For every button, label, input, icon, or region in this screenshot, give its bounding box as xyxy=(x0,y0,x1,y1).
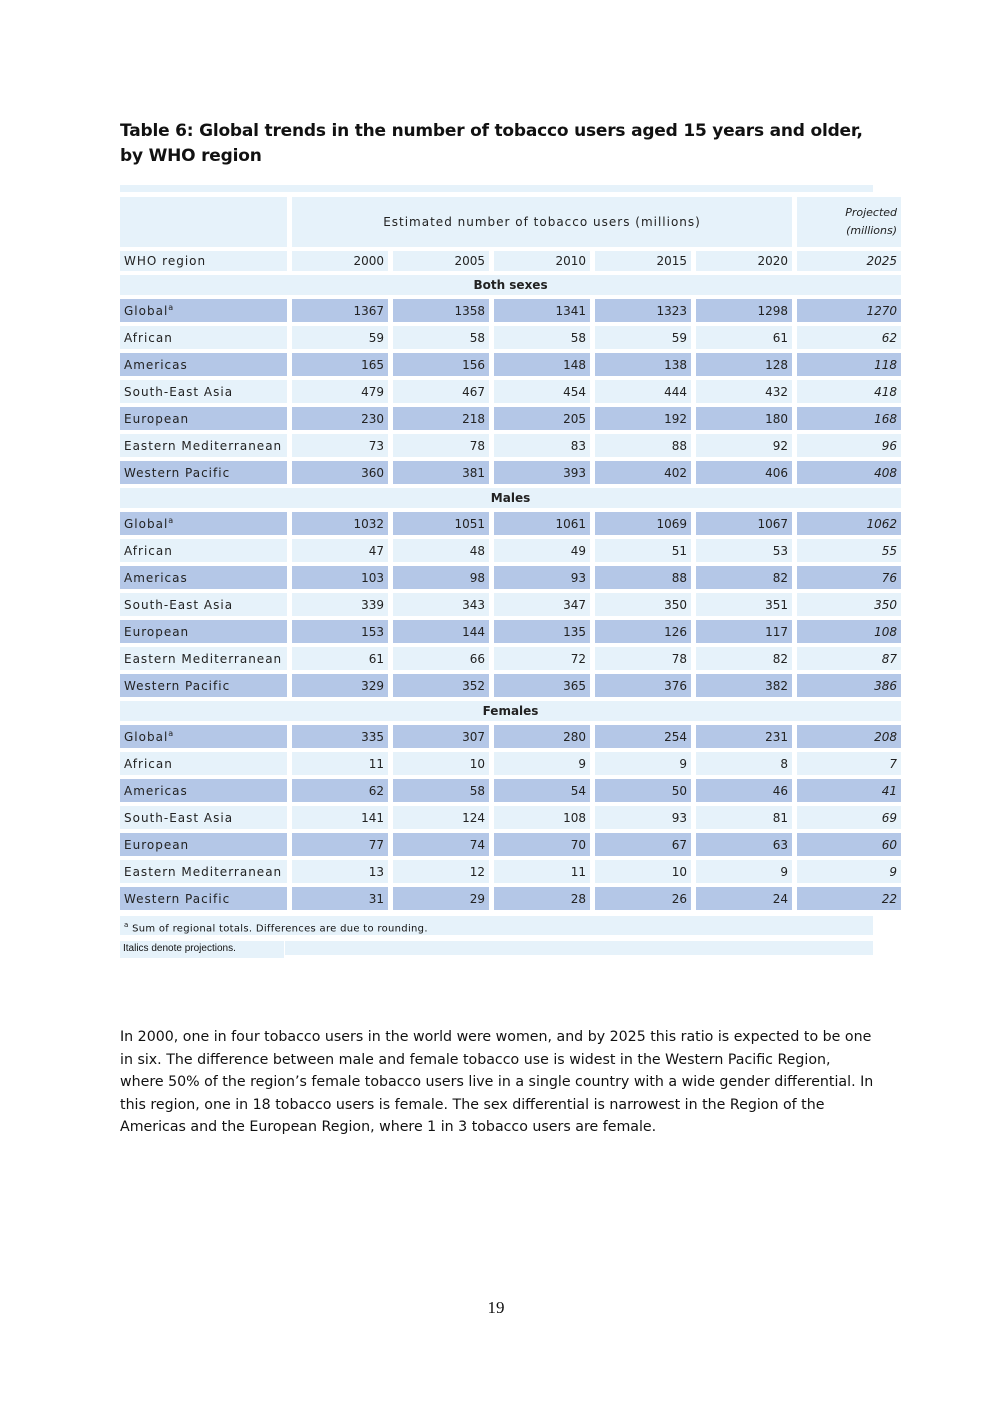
region-cell xyxy=(120,620,287,643)
section-header: Both sexes xyxy=(120,275,901,295)
value-cell: 350 xyxy=(595,593,691,616)
value-cell: 1061 xyxy=(494,512,590,535)
region-label: African xyxy=(124,543,173,558)
value-cell: 467 xyxy=(393,380,489,403)
value-cell: 59 xyxy=(595,326,691,349)
header-year-2010: 2010 xyxy=(494,251,590,271)
footnote xyxy=(120,916,873,935)
region-label: European xyxy=(124,837,190,852)
projected-cell: 69 xyxy=(797,806,901,829)
projected-cell: 1270 xyxy=(797,299,901,322)
region-cell xyxy=(120,725,287,748)
region-label: Global xyxy=(124,730,169,744)
region-cell xyxy=(120,512,287,535)
region-label: African xyxy=(124,330,173,345)
region-cell xyxy=(120,752,287,775)
table-row xyxy=(120,593,901,616)
value-cell: 58 xyxy=(494,326,590,349)
value-cell: 124 xyxy=(393,806,489,829)
region-cell xyxy=(120,353,287,376)
value-cell: 382 xyxy=(696,674,792,697)
body-paragraph: In 2000, one in four tobacco users in the world were women, and by 2025 this ratio is expected to be one in six. The difference between male and female tobacco use is widest in the Western Pacific Region, where 50% of the region’s female tobacco users live in a single country with a wide gender differential. In this region, one in 18 tobacco users is female. The sex differential is narrowest in the Region of the Americas and the European Region, where 1 in 3 tobacco users are female. xyxy=(120,1029,874,1135)
value-cell: 1341 xyxy=(494,299,590,322)
value-cell: 141 xyxy=(292,806,388,829)
table-row xyxy=(120,752,901,775)
region-label: Americas xyxy=(124,783,188,798)
footnote-italics xyxy=(120,941,873,958)
value-cell: 62 xyxy=(292,779,388,802)
value-cell: 58 xyxy=(393,326,489,349)
header-projected xyxy=(797,197,901,247)
footnote-text: Sum of regional totals. Differences are due to rounding. xyxy=(132,923,428,935)
value-cell: 205 xyxy=(494,407,590,430)
value-cell: 148 xyxy=(494,353,590,376)
value-cell: 83 xyxy=(494,434,590,457)
value-cell: 402 xyxy=(595,461,691,484)
value-cell: 74 xyxy=(393,833,489,856)
value-cell: 144 xyxy=(393,620,489,643)
projected-cell: 350 xyxy=(797,593,901,616)
table-row xyxy=(120,434,901,457)
region-label: Americas xyxy=(124,357,188,372)
value-cell: 26 xyxy=(595,887,691,910)
footnote-sup: a xyxy=(124,921,129,929)
value-cell: 343 xyxy=(393,593,489,616)
header-projected-line2: (millions) xyxy=(846,224,898,237)
value-cell: 93 xyxy=(494,566,590,589)
value-cell: 70 xyxy=(494,833,590,856)
value-cell: 339 xyxy=(292,593,388,616)
value-cell: 352 xyxy=(393,674,489,697)
region-cell xyxy=(120,380,287,403)
region-cell xyxy=(120,299,287,322)
table-row xyxy=(120,833,901,856)
value-cell: 11 xyxy=(292,752,388,775)
value-cell: 51 xyxy=(595,539,691,562)
table-row xyxy=(120,725,901,748)
projected-cell: 7 xyxy=(797,752,901,775)
value-cell: 254 xyxy=(595,725,691,748)
value-cell: 54 xyxy=(494,779,590,802)
region-cell xyxy=(120,434,287,457)
table-row xyxy=(120,380,901,403)
table-row xyxy=(120,860,901,883)
region-cell xyxy=(120,806,287,829)
region-label: Eastern Mediterranean xyxy=(124,438,283,453)
value-cell: 335 xyxy=(292,725,388,748)
value-cell: 53 xyxy=(696,539,792,562)
value-cell: 11 xyxy=(494,860,590,883)
value-cell: 61 xyxy=(696,326,792,349)
projected-cell: 118 xyxy=(797,353,901,376)
value-cell: 444 xyxy=(595,380,691,403)
value-cell: 8 xyxy=(696,752,792,775)
region-label: Global xyxy=(124,304,169,318)
value-cell: 47 xyxy=(292,539,388,562)
value-cell: 347 xyxy=(494,593,590,616)
value-cell: 92 xyxy=(696,434,792,457)
value-cell: 88 xyxy=(595,434,691,457)
value-cell: 307 xyxy=(393,725,489,748)
region-label: Americas xyxy=(124,570,188,585)
value-cell: 381 xyxy=(393,461,489,484)
value-cell: 432 xyxy=(696,380,792,403)
value-cell: 1323 xyxy=(595,299,691,322)
value-cell: 454 xyxy=(494,380,590,403)
projected-cell: 408 xyxy=(797,461,901,484)
projected-cell: 108 xyxy=(797,620,901,643)
table-row xyxy=(120,647,901,670)
value-cell: 61 xyxy=(292,647,388,670)
value-cell: 135 xyxy=(494,620,590,643)
value-cell: 31 xyxy=(292,887,388,910)
footnote-italics-text: Italics denote projections. xyxy=(120,941,284,958)
value-cell: 98 xyxy=(393,566,489,589)
region-label: South-East Asia xyxy=(124,384,234,399)
region-cell xyxy=(120,407,287,430)
table-row xyxy=(120,461,901,484)
projected-cell: 1062 xyxy=(797,512,901,535)
region-cell xyxy=(120,539,287,562)
region-cell xyxy=(120,593,287,616)
value-cell: 280 xyxy=(494,725,590,748)
header-year-2005: 2005 xyxy=(393,251,489,271)
footnote-marker: a xyxy=(168,303,175,312)
region-cell xyxy=(120,779,287,802)
footnote-italics-band xyxy=(285,941,873,955)
value-cell: 59 xyxy=(292,326,388,349)
region-cell xyxy=(120,566,287,589)
value-cell: 72 xyxy=(494,647,590,670)
value-cell: 329 xyxy=(292,674,388,697)
section-header: Females xyxy=(120,701,901,721)
page-number: 19 xyxy=(487,1298,505,1317)
value-cell: 360 xyxy=(292,461,388,484)
region-label: South-East Asia xyxy=(124,597,234,612)
value-cell: 1069 xyxy=(595,512,691,535)
header-projected-line1: Projected xyxy=(845,206,898,219)
header-year-2025: 2025 xyxy=(797,251,901,271)
value-cell: 10 xyxy=(595,860,691,883)
projected-cell: 41 xyxy=(797,779,901,802)
region-cell xyxy=(120,833,287,856)
value-cell: 48 xyxy=(393,539,489,562)
value-cell: 165 xyxy=(292,353,388,376)
projected-cell: 168 xyxy=(797,407,901,430)
projected-cell: 62 xyxy=(797,326,901,349)
value-cell: 10 xyxy=(393,752,489,775)
table-row xyxy=(120,887,901,910)
value-cell: 9 xyxy=(595,752,691,775)
projected-cell: 9 xyxy=(797,860,901,883)
value-cell: 66 xyxy=(393,647,489,670)
table-row xyxy=(120,353,901,376)
region-label: Global xyxy=(124,517,169,531)
value-cell: 1298 xyxy=(696,299,792,322)
value-cell: 77 xyxy=(292,833,388,856)
value-cell: 192 xyxy=(595,407,691,430)
region-label: South-East Asia xyxy=(124,810,234,825)
value-cell: 63 xyxy=(696,833,792,856)
value-cell: 218 xyxy=(393,407,489,430)
table-row xyxy=(120,326,901,349)
value-cell: 1067 xyxy=(696,512,792,535)
table-row xyxy=(120,566,901,589)
header-year-2000: 2000 xyxy=(292,251,388,271)
value-cell: 156 xyxy=(393,353,489,376)
value-cell: 82 xyxy=(696,566,792,589)
table-row xyxy=(120,806,901,829)
table-row xyxy=(120,620,901,643)
region-cell xyxy=(120,326,287,349)
value-cell: 128 xyxy=(696,353,792,376)
region-label: Western Pacific xyxy=(124,465,231,480)
value-cell: 1367 xyxy=(292,299,388,322)
value-cell: 78 xyxy=(393,434,489,457)
header-who-region: WHO region xyxy=(120,251,287,271)
table-row xyxy=(120,674,901,697)
value-cell: 13 xyxy=(292,860,388,883)
value-cell: 88 xyxy=(595,566,691,589)
value-cell: 28 xyxy=(494,887,590,910)
value-cell: 73 xyxy=(292,434,388,457)
projected-cell: 22 xyxy=(797,887,901,910)
value-cell: 9 xyxy=(696,860,792,883)
value-cell: 9 xyxy=(494,752,590,775)
region-cell xyxy=(120,461,287,484)
header-blank xyxy=(120,197,287,247)
header-estimated: Estimated number of tobacco users (millions) xyxy=(292,197,792,247)
value-cell: 78 xyxy=(595,647,691,670)
value-cell: 108 xyxy=(494,806,590,829)
projected-cell: 96 xyxy=(797,434,901,457)
projected-cell: 418 xyxy=(797,380,901,403)
region-label: African xyxy=(124,756,173,771)
tobacco-users-table xyxy=(120,185,898,958)
section-header: Males xyxy=(120,488,901,508)
region-label: Western Pacific xyxy=(124,678,231,693)
value-cell: 351 xyxy=(696,593,792,616)
region-label: European xyxy=(124,411,190,426)
value-cell: 393 xyxy=(494,461,590,484)
projected-cell: 87 xyxy=(797,647,901,670)
value-cell: 479 xyxy=(292,380,388,403)
projected-cell: 386 xyxy=(797,674,901,697)
value-cell: 50 xyxy=(595,779,691,802)
value-cell: 180 xyxy=(696,407,792,430)
value-cell: 126 xyxy=(595,620,691,643)
value-cell: 82 xyxy=(696,647,792,670)
table-row xyxy=(120,539,901,562)
projected-cell: 55 xyxy=(797,539,901,562)
region-label: Western Pacific xyxy=(124,891,231,906)
region-label: Eastern Mediterranean xyxy=(124,651,283,666)
value-cell: 138 xyxy=(595,353,691,376)
table-top-band xyxy=(120,185,873,192)
value-cell: 24 xyxy=(696,887,792,910)
projected-cell: 76 xyxy=(797,566,901,589)
table-row xyxy=(120,407,901,430)
projected-cell: 208 xyxy=(797,725,901,748)
projected-cell: 60 xyxy=(797,833,901,856)
value-cell: 231 xyxy=(696,725,792,748)
value-cell: 117 xyxy=(696,620,792,643)
value-cell: 29 xyxy=(393,887,489,910)
value-cell: 153 xyxy=(292,620,388,643)
region-cell xyxy=(120,647,287,670)
value-cell: 49 xyxy=(494,539,590,562)
value-cell: 1032 xyxy=(292,512,388,535)
value-cell: 93 xyxy=(595,806,691,829)
value-cell: 103 xyxy=(292,566,388,589)
table-row xyxy=(120,779,901,802)
value-cell: 365 xyxy=(494,674,590,697)
value-cell: 67 xyxy=(595,833,691,856)
value-cell: 376 xyxy=(595,674,691,697)
value-cell: 406 xyxy=(696,461,792,484)
region-cell xyxy=(120,887,287,910)
value-cell: 1051 xyxy=(393,512,489,535)
value-cell: 12 xyxy=(393,860,489,883)
table-row xyxy=(120,299,901,322)
footnote-marker: a xyxy=(168,516,175,525)
value-cell: 1358 xyxy=(393,299,489,322)
value-cell: 58 xyxy=(393,779,489,802)
header-year-2015: 2015 xyxy=(595,251,691,271)
region-label: Eastern Mediterranean xyxy=(124,864,283,879)
region-cell xyxy=(120,674,287,697)
value-cell: 81 xyxy=(696,806,792,829)
region-cell xyxy=(120,860,287,883)
footnote-marker: a xyxy=(168,729,175,738)
value-cell: 230 xyxy=(292,407,388,430)
table-row xyxy=(120,512,901,535)
header-year-2020: 2020 xyxy=(696,251,792,271)
value-cell: 46 xyxy=(696,779,792,802)
table-title: Table 6: Global trends in the number of tobacco users aged 15 years and older, by WHO region xyxy=(120,121,863,166)
region-label: European xyxy=(124,624,190,639)
